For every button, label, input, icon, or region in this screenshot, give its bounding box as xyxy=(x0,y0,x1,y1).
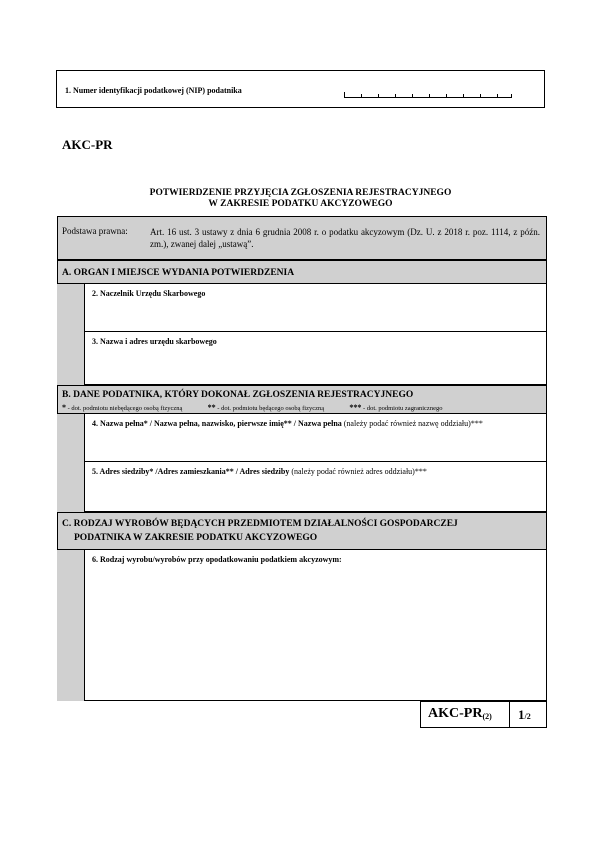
field-2-label: 2. Naczelnik Urzędu Skarbowego xyxy=(92,289,206,298)
footer-code-text: AKC-PR xyxy=(428,706,483,721)
legal-basis-label: Podstawa prawna: xyxy=(62,226,128,236)
nip-label: 1. Numer identyfikacji podatkowej (NIP) podatnika xyxy=(65,86,242,95)
field-address[interactable] xyxy=(85,462,547,512)
section-b-header xyxy=(57,385,547,414)
page-current: 1 xyxy=(518,707,525,722)
field-product-types[interactable] xyxy=(85,550,547,701)
section-b-heading: B. DANE PODATNIKA, KTÓRY DOKONAŁ ZGŁOSZENIA REJESTRACYJNEGO xyxy=(62,390,414,400)
note-1-mark: * xyxy=(62,403,66,412)
legal-basis xyxy=(57,216,547,260)
section-c-heading-line-2: PODATNIKA W ZAKRESIE PODATKU AKCYZOWEGO xyxy=(74,533,318,543)
form-code: AKC-PR xyxy=(62,137,113,152)
footer-divider xyxy=(509,702,510,727)
section-a-heading: A. ORGAN I MIEJSCE WYDANIA POTWIERDZENIA xyxy=(62,268,295,278)
field-5-label-main: 5. Adres siedziby* /Adres zamieszkania** / Adres siedziby xyxy=(92,467,290,476)
page-total: /2 xyxy=(524,712,531,721)
note-3-text: - dot. podmiotu zagranicznego xyxy=(361,405,443,412)
footer-page-number xyxy=(518,707,531,723)
field-5-label xyxy=(92,467,532,477)
note-1-text: - dot. podmiotu niebędącego osobą fizyczną xyxy=(66,405,183,412)
section-b-notes xyxy=(62,403,542,412)
field-tax-office-address[interactable] xyxy=(85,332,547,385)
document-title xyxy=(56,188,545,210)
nip-input-comb[interactable] xyxy=(344,92,512,98)
field-tax-office-head[interactable] xyxy=(85,284,547,332)
field-full-name[interactable] xyxy=(85,414,547,462)
title-line-2: W ZAKRESIE PODATKU AKCYZOWEGO xyxy=(208,199,393,209)
section-c-heading-line-1: C. RODZAJ WYROBÓW BĘDĄCYCH PRZEDMIOTEM DZIAŁALNOŚCI GOSPODARCZEJ xyxy=(62,519,458,529)
field-6-label: 6. Rodzaj wyrobu/wyrobów przy opodatkowaniu podatkiem akcyzowym: xyxy=(92,555,342,564)
nip-box xyxy=(56,70,545,108)
field-5-label-note: (należy podać również adres oddziału)*** xyxy=(289,467,427,476)
field-4-label xyxy=(92,419,532,429)
field-4-label-note: (należy podać również nazwę oddziału)*** xyxy=(341,419,483,428)
section-a-header xyxy=(57,260,547,284)
title-line-1: POTWIERDZENIE PRZYJĘCIA ZGŁOSZENIA REJESTRACYJNEGO xyxy=(149,188,452,198)
note-3-mark: *** xyxy=(349,403,362,412)
section-b-side-bar xyxy=(57,414,85,512)
section-a-side-bar xyxy=(57,284,85,385)
field-3-label: 3. Nazwa i adres urzędu skarbowego xyxy=(92,337,217,346)
footer-form-version: (2) xyxy=(482,712,492,721)
legal-basis-text: Art. 16 ust. 3 ustawy z dnia 6 grudnia 2008 r. o podatku akcyzowym (Dz. U. z 2018 r. poz. 1114, z późn. zm.), zwanej dalej „ustawą”. xyxy=(150,227,540,249)
footer-form-id xyxy=(420,701,547,728)
note-2-mark: ** xyxy=(207,403,216,412)
section-c-side-bar xyxy=(57,550,85,701)
note-2-text: - dot. podmiotu będącego osobą fizyczną xyxy=(215,405,325,412)
footer-form-code xyxy=(428,706,492,722)
field-4-label-main: 4. Nazwa pełna* / Nazwa pełna, nazwisko, pierwsze imię** / Nazwa pełna xyxy=(92,419,342,428)
section-c-header xyxy=(57,512,547,550)
